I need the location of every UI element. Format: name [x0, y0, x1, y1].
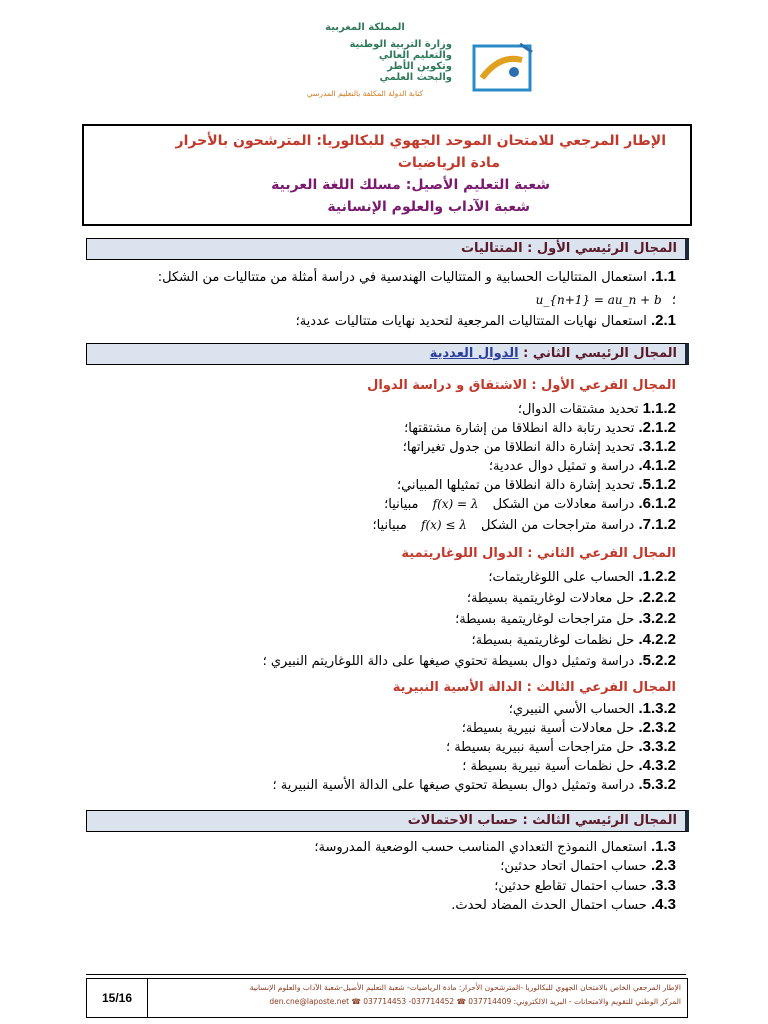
title-line-3: شعبة التعليم الأصيل: مسلك اللغة العربية [271, 177, 550, 193]
ministry-line-4: والبحث العلمي [379, 72, 452, 83]
item-text: حساب احتمال الحدث المضاد لحدث. [451, 898, 647, 913]
item-text: حل متراجحات لوغاريتمية بسيطة؛ [455, 612, 635, 627]
item-number: 5.3.2. [638, 776, 676, 793]
item-text: حل متراجحات أسية نبيرية بسيطة ؛ [445, 740, 635, 755]
item-tail: مبيانيا؛ [384, 497, 419, 512]
secretariat-line: كتابة الدولة المكلفة بالتعليم المدرسي [306, 89, 424, 98]
title-line-4: شعبة الآداب والعلوم الإنسانية [327, 199, 530, 215]
item-number: 5.2.2. [638, 652, 676, 669]
item-3-3-2 [446, 738, 676, 757]
item-number: 4.3. [650, 896, 676, 913]
item-text: استعمال نهايات المتتاليات المرجعية لتحديد نهايات متتاليات عددية؛ [295, 314, 647, 329]
domain-2-prefix: المجال الرئيسي الثاني : [518, 346, 677, 361]
item-number: 4.2.2. [638, 631, 676, 648]
ministry-header [270, 22, 460, 98]
item-2-2-2 [467, 589, 676, 608]
domain-3-label: المجال الرئيسي الثالث : حساب الاحتمالات [407, 813, 677, 828]
item-number: 1.2.2. [638, 568, 676, 585]
inequality-formula: f(x) ≤ λ [421, 518, 467, 532]
item-text: حل معادلات أسية نبيرية بسيطة؛ [461, 721, 635, 736]
ministry-line-2: والتعليم العالي [378, 50, 452, 61]
title-line-1: الإطار المرجعي للامتحان الموحد الجهوي للبكالوريا: المترشحون بالأحرار [175, 133, 666, 149]
subdomain-2-label: المجال الفرعي الثاني : الدوال اللوغاريتمية [401, 546, 676, 561]
item-number: 7.1.2. [638, 516, 676, 533]
footer-divider [86, 974, 686, 975]
item-number: 6.1.2. [638, 495, 676, 512]
item-5-3-2 [273, 776, 676, 795]
item-2-1 [296, 312, 676, 331]
item-number: 1.1.2 [642, 400, 676, 417]
item-number: 1.3. [650, 838, 676, 855]
item-text: دراسة وتمثيل دوال بسيطة تحتوي صيغها على الدالة الأسية النبيرية ؛ [272, 778, 635, 793]
item-number: 4.1.2. [638, 457, 676, 474]
item-text: استعمال المتتاليات الحسابية و المتتاليات الهندسية في دراسة أمثلة من متتاليات من الشكل: [157, 270, 647, 285]
item-number: 5.1.2. [638, 476, 676, 493]
page-footer [86, 978, 688, 1018]
item-1-2-2 [488, 568, 676, 587]
item-4-1-2 [489, 457, 676, 476]
item-4-3 [451, 896, 676, 915]
item-6-1-2 [384, 495, 676, 514]
item-text: الحساب الأسي النبيري؛ [508, 702, 635, 717]
item-text: ؛ [671, 293, 676, 308]
item-number: 2.2.2. [638, 589, 676, 606]
title-line-2: مادة الرياضيات [397, 155, 500, 171]
item-tail: مبيانيا؛ [372, 518, 407, 533]
document-title-box [82, 124, 692, 226]
equation-formula: f(x) = λ [432, 497, 479, 511]
item-text: حل نظمات لوغاريتمية بسيطة؛ [471, 633, 635, 648]
item-3-3 [494, 877, 676, 896]
kingdom-title: المملكة المغربية [325, 22, 405, 33]
recurrence-formula: u_{n+1} = au_n + b [535, 293, 662, 307]
footer-line-1: الإطار المرجعي الخاص بالامتحان الجهوي للبكالوريا -المترشحون الأحرار: مادة الرياضيات- شعبة التعليم الأصيل-شعبة الآداب والعلوم الإنسانية [249, 983, 681, 992]
item-number: 2.1.2. [638, 419, 676, 436]
item-text: دراسة وتمثيل دوال بسيطة تحتوي صيغها على دالة اللوغاريتم النبيري ؛ [262, 654, 635, 669]
item-text: حساب احتمال اتحاد حدثين؛ [500, 859, 647, 874]
item-number: 3.3.2. [638, 738, 676, 755]
item-4-3-2 [462, 757, 676, 776]
ministry-logo [470, 38, 540, 94]
domain-2-header [86, 343, 689, 365]
item-text: تحديد إشارة دالة انطلاقا من جدول تغيراتها؛ [402, 440, 635, 455]
item-3-1-2 [403, 438, 676, 457]
domain-2-link[interactable]: الدوال العددية [429, 346, 519, 361]
item-2-1-2 [404, 419, 676, 438]
item-number: 1.3.2. [638, 700, 676, 717]
item-text: الحساب على اللوغاريتمات؛ [488, 570, 635, 585]
item-text: حساب احتمال تقاطع حدثين؛ [494, 879, 647, 894]
item-text: دراسة معادلات من الشكل [492, 497, 635, 512]
item-text: حل نظمات أسية نبيرية بسيطة ؛ [462, 759, 635, 774]
item-1-3 [314, 838, 676, 857]
item-1-1 [158, 268, 676, 287]
item-text: حل معادلات لوغاريتمية بسيطة؛ [466, 591, 635, 606]
domain-3-header [86, 810, 689, 832]
item-5-1-2 [397, 476, 676, 495]
item-number: 3.1.2. [638, 438, 676, 455]
domain-1-header [86, 238, 689, 260]
domain-1-label: المجال الرئيسي الأول : المتتاليات [460, 241, 677, 256]
item-text: تحديد إشارة دالة انطلاقا من تمثيلها المبياني؛ [396, 478, 635, 493]
item-number: 3.3. [650, 877, 676, 894]
item-number: 1.1. [650, 268, 676, 285]
subdomain-3-label: المجال الفرعي الثالث : الدالة الأسية النبيرية [392, 680, 676, 695]
item-number: 4.3.2. [638, 757, 676, 774]
item-7-1-2 [372, 516, 676, 535]
subdomain-1-label: المجال الفرعي الأول : الاشتقاق و دراسة الدوال [367, 378, 676, 393]
item-4-2-2 [471, 631, 676, 650]
item-text: دراسة متراجحات من الشكل [481, 518, 635, 533]
item-text: دراسة و تمثيل دوال عددية؛ [488, 459, 635, 474]
item-number: 2.3.2. [638, 719, 676, 736]
item-number: 2.3. [650, 857, 676, 874]
item-1-1-formula [536, 291, 676, 310]
item-text: استعمال النموذج التعدادي المناسب حسب الوضعية المدروسة؛ [314, 840, 647, 855]
item-number: 3.2.2. [638, 610, 676, 627]
logo-emblem-icon [470, 38, 540, 94]
item-number: 2.1. [650, 312, 676, 329]
page-number: 15/16 [87, 979, 148, 1017]
footer-line-2: المركز الوطني للتقويم والامتحانات - البريد الالكتروني: den.cne@laposte.net ☎ 037714453 -037714452 ☎ 037714409 [269, 997, 681, 1006]
ministry-line-1: وزارة التربية الوطنية [349, 39, 452, 50]
domain-2-label [87, 344, 685, 364]
item-1-1-2 [518, 400, 676, 419]
item-2-3-2 [462, 719, 676, 738]
item-5-2-2 [263, 652, 676, 671]
item-3-2-2 [455, 610, 676, 629]
item-text: تحديد رتابة دالة انطلاقا من إشارة مشتقتها؛ [404, 421, 635, 436]
ministry-line-3: وتكوين الأطر [387, 61, 452, 72]
item-1-3-2 [509, 700, 676, 719]
item-2-3 [500, 857, 676, 876]
item-text: تحديد مشتقات الدوال؛ [517, 402, 639, 417]
